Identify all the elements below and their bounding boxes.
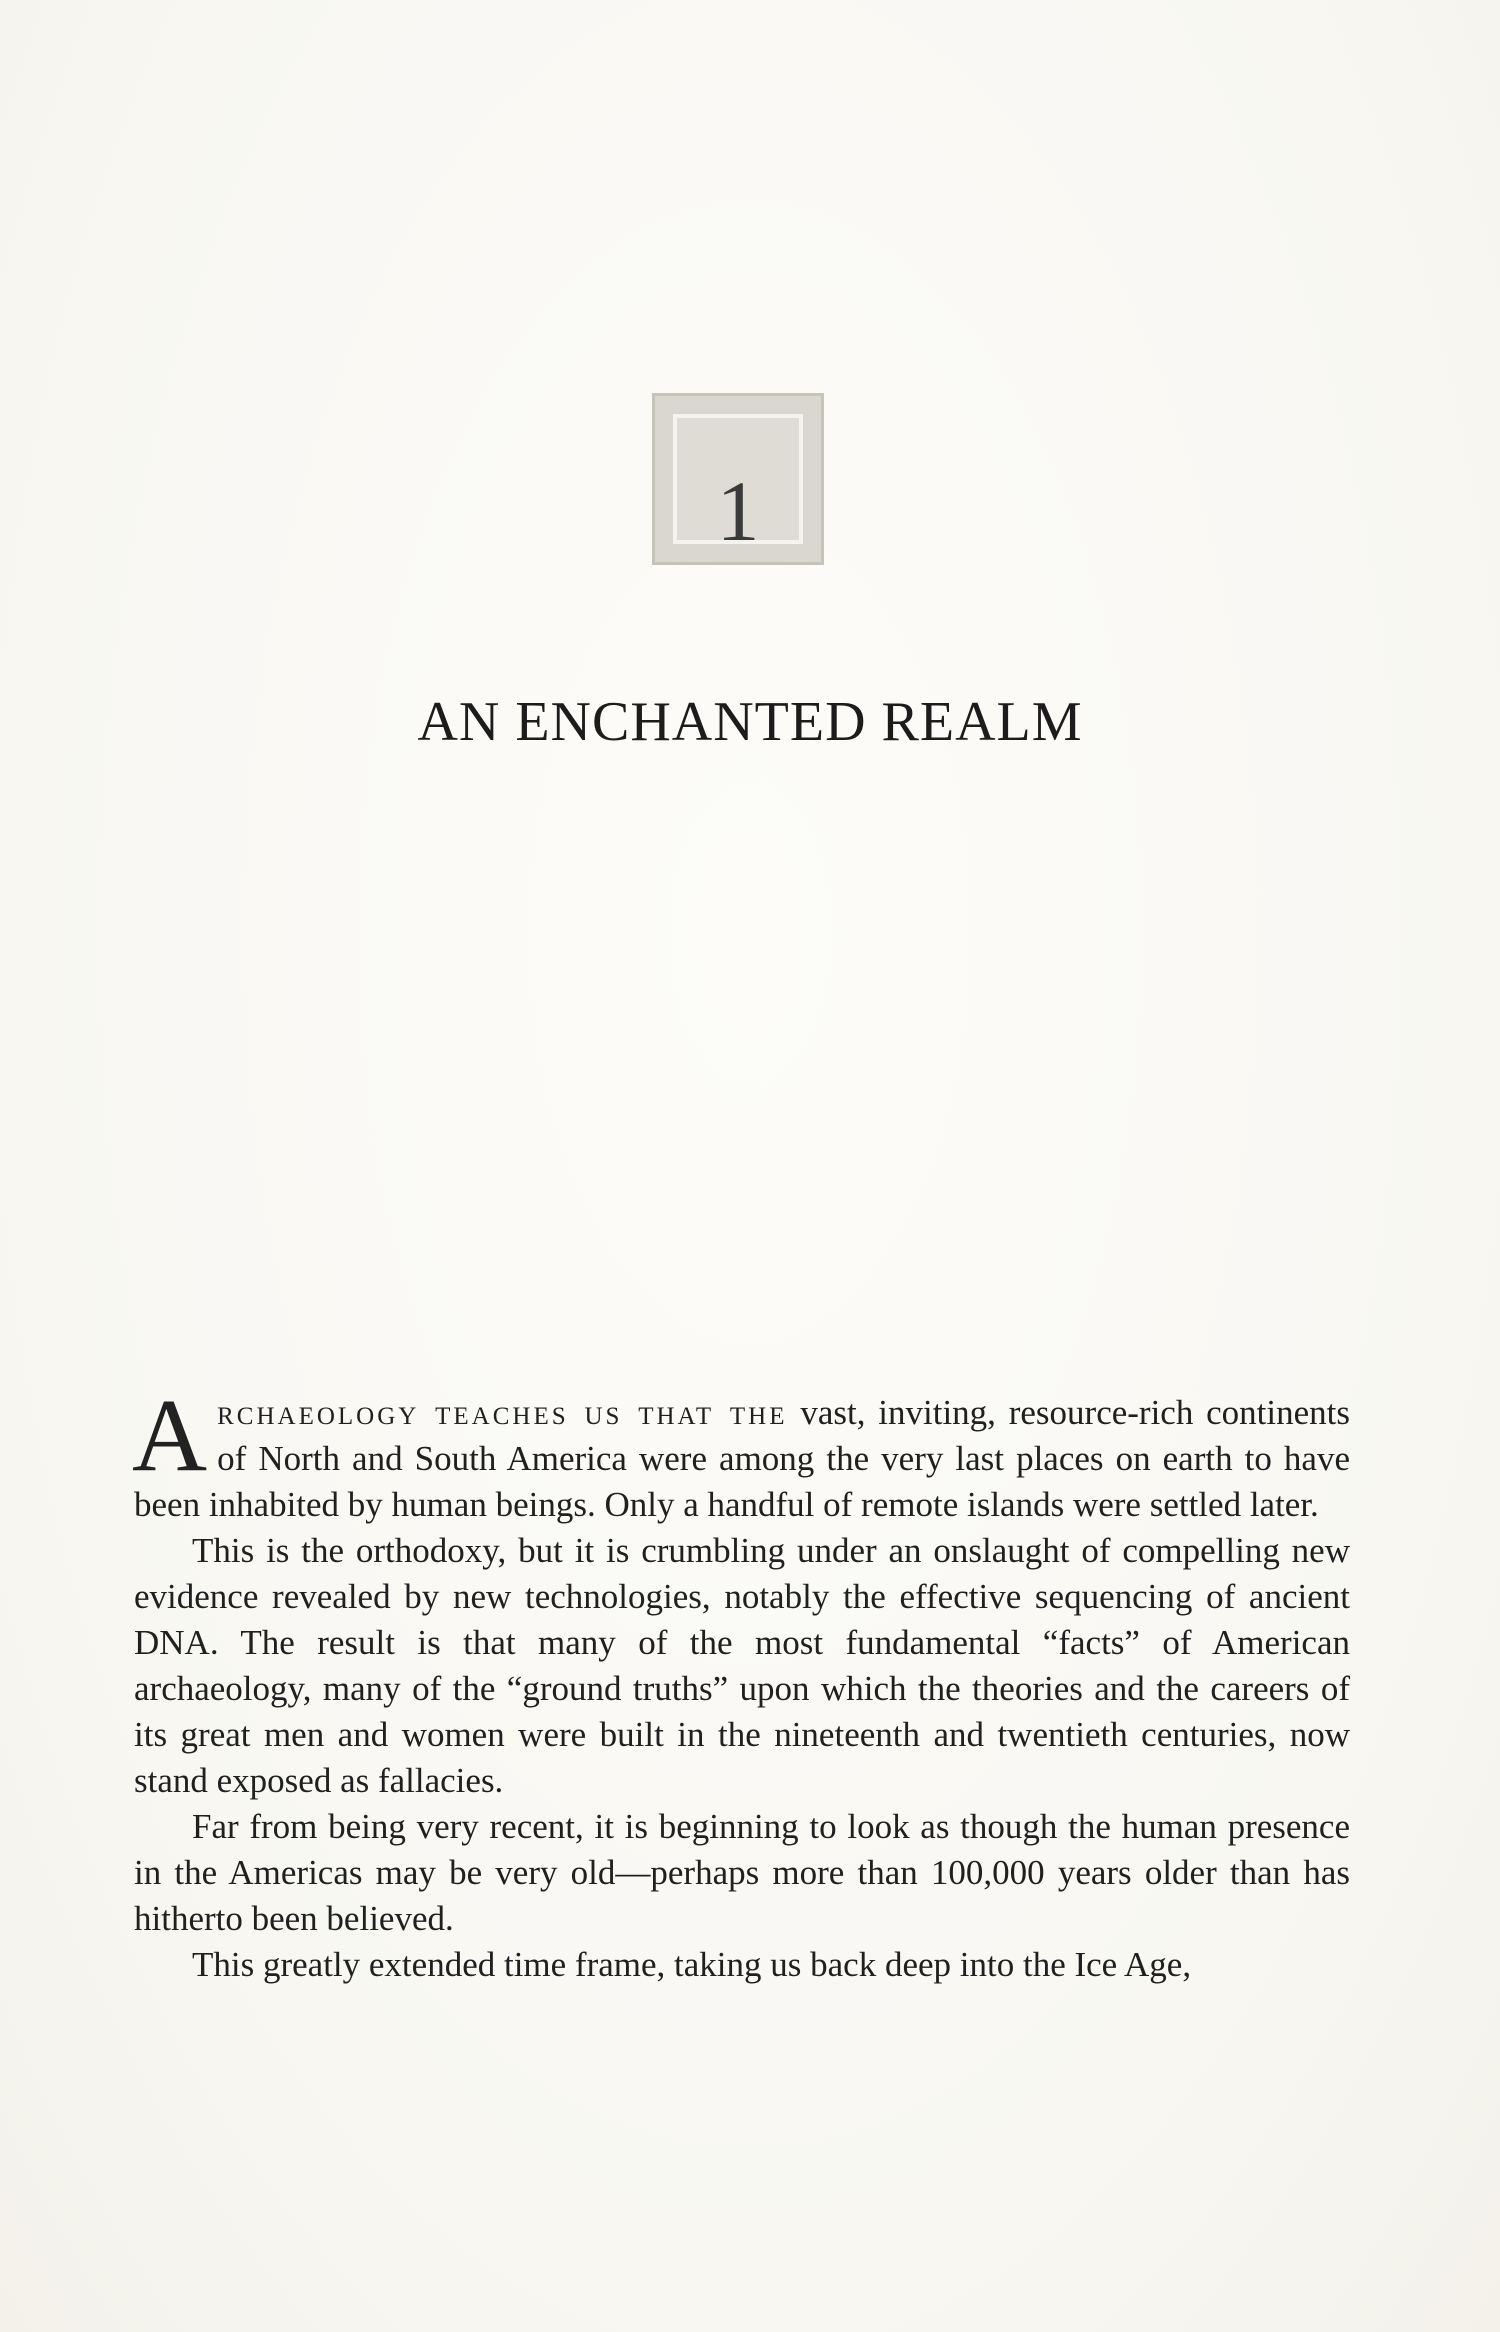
paragraph-1	[132, 1378, 1351, 1528]
paragraph-3: Far from being very recent, it is beginning to look as though the human presence in the Americas may be very old—perhaps more than 100,000 years older than has hitherto been believed.	[134, 1807, 1350, 1938]
chapter-badge-frame	[673, 414, 803, 559]
chapter-title: AN ENCHANTED REALM	[417, 691, 1083, 753]
paragraph-1-text: vast, inviting, resource-rich continents of North and South America were among the very last places on earth to have been inhabited by human beings. Only a handful of remote islands were settled later.	[134, 1393, 1351, 1524]
chapter-body	[132, 1378, 1351, 1988]
chapter-number-badge	[652, 393, 824, 565]
paragraph-4: This greatly extended time frame, taking us back deep into the Ice Age,	[192, 1945, 1192, 1984]
chapter-number: 1	[716, 463, 760, 559]
drop-cap: A	[132, 1378, 208, 1493]
lead-in-smallcaps: rchaeology teaches us that the	[217, 1393, 788, 1432]
paragraph-2: This is the orthodoxy, but it is crumbling under an onslaught of compelling new evidence revealed by new technologies, notably the effective sequencing of ancient DNA. The result is that many of the most fundamental “facts” of American archaeology, many of the “ground truths” upon which the theories and the careers of its great men and women were built in the nineteenth and twentieth centuries, now stand exposed as fallacies.	[134, 1531, 1350, 1800]
